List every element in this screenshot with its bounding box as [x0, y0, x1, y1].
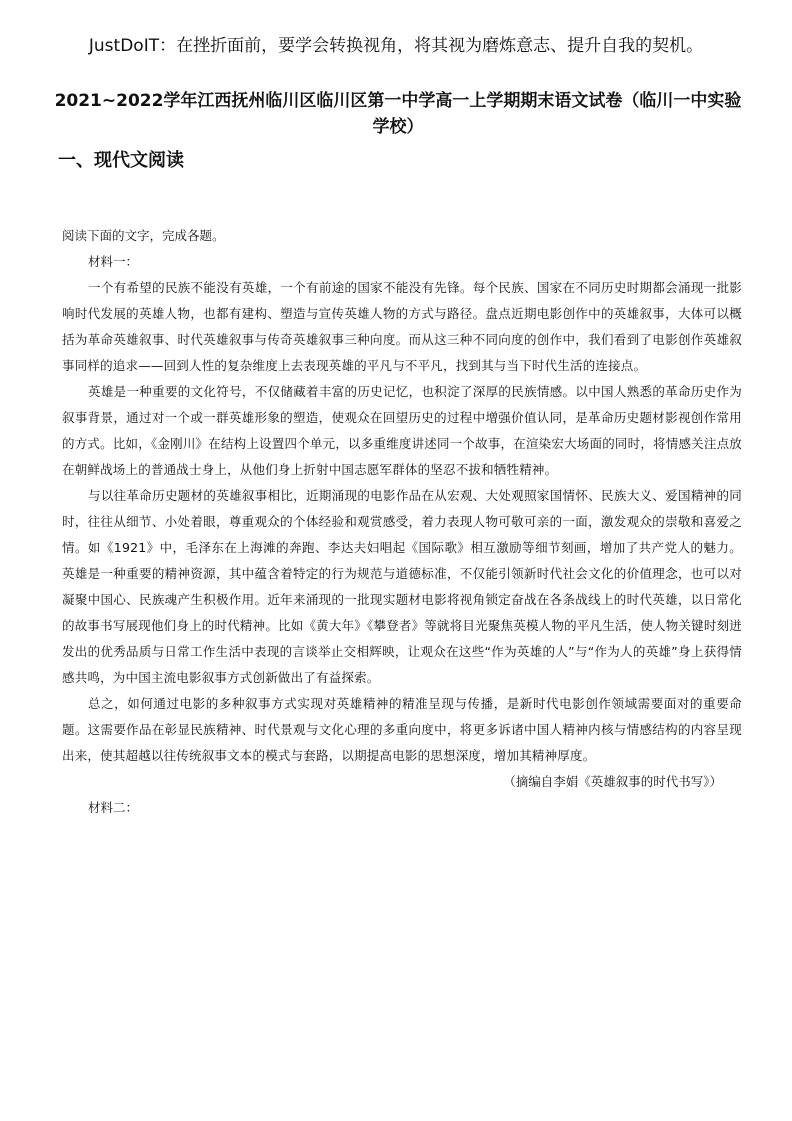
passage-body	[62, 223, 742, 821]
paragraph-2: 英雄是一种重要的文化符号，不仅储藏着丰富的历史记忆，也积淀了深厚的民族情感。以中国人熟悉的革命历史作为叙事背景，通过对一个或一群英雄形象的塑造，使观众在回望历史的过程中增强价值认同，是革命历史题材影视创作常用的方式。比如，《金刚川》在结构上设置四个单元，以多重维度讲述同一个故事，在渲染宏大场面的同时，将情感关注点放在朝鲜战场上的普通战士身上，从他们身上折射中国志愿军群体的坚忍不拔和牺牲精神。	[62, 384, 742, 477]
motto-header: JustDoIT：在挫折面前，要学会转换视角，将其视为磨炼意志、提升自我的契机。	[88, 36, 704, 56]
material1-label: 材料一：	[88, 254, 139, 269]
exam-title: 2021~2022学年江西抚州临川区临川区第一中学高一上学期期末语文试卷（临川一中实验学校）	[54, 91, 742, 137]
paragraph-1: 一个有希望的民族不能没有英雄，一个有前途的国家不能没有先锋。每个民族、国家在不同历史时期都会涌现一批影响时代发展的英雄人物，也都有建构、塑造与宣传英雄人物的方式与路径。盘点近期电影创作中的英雄叙事，大体可以概括为革命英雄叙事、时代英雄叙事与传奇英雄叙事三种向度。而从这三种不同向度的创作中，我们看到了电影创作英雄叙事同样的追求——回到人性的复杂维度上去表现英雄的平凡与不平凡，找到其与当下时代生活的连接点。	[62, 280, 742, 373]
section-heading: 一、现代文阅读	[58, 150, 184, 171]
material2-label: 材料二：	[88, 800, 139, 815]
instruction-text: 阅读下面的文字，完成各题。	[62, 228, 225, 243]
paragraph-4: 总之，如何通过电影的多种叙事方式实现对英雄精神的精准呈现与传播，是新时代电影创作领域需要面对的重要命题。这需要作品在彰显民族精神、时代景观与文化心理的多重向度中，将更多诉诸中国人精神内核与情感结构的内容呈现出来，使其超越以往传统叙事文本的模式与套路，以期提高电影的思想深度，增加其精神厚度。	[62, 696, 742, 763]
source-citation: （摘编自李娟《英雄叙事的时代书写》）	[503, 774, 722, 789]
paragraph-3: 与以往革命历史题材的英雄叙事相比，近期涌现的电影作品在从宏观、大处观照家国情怀、民族大义、爱国精神的同时，往往从细节、小处着眼，尊重观众的个体经验和观赏感受，着力表现人物可敬可亲的一面，激发观众的崇敬和喜爱之情。如《1921》中，毛泽东在上海滩的奔跑、李达夫妇唱起《国际歌》相互激励等细节刻画，增加了共产党人的魅力。英雄是一种重要的精神资源，其中蕴含着特定的行为规范与道德标准，不仅能引领新时代社会文化的价值理念，也可以对凝聚中国心、民族魂产生积极作用。近年来涌现的一批现实题材电影将视角锁定奋战在各条战线上的时代英雄，以日常化的故事书写展现他们身上的时代精神。比如《黄大年》《攀登者》等就将目光聚焦英模人物的平凡生活，使人物关键时刻迸发出的优秀品质与日常工作生活中表现的言谈举止交相辉映，让观众在这些“作为英雄的人”与“作为人的英雄”身上获得情感共鸣，为中国主流电影叙事方式创新做出了有益探索。	[62, 488, 742, 685]
